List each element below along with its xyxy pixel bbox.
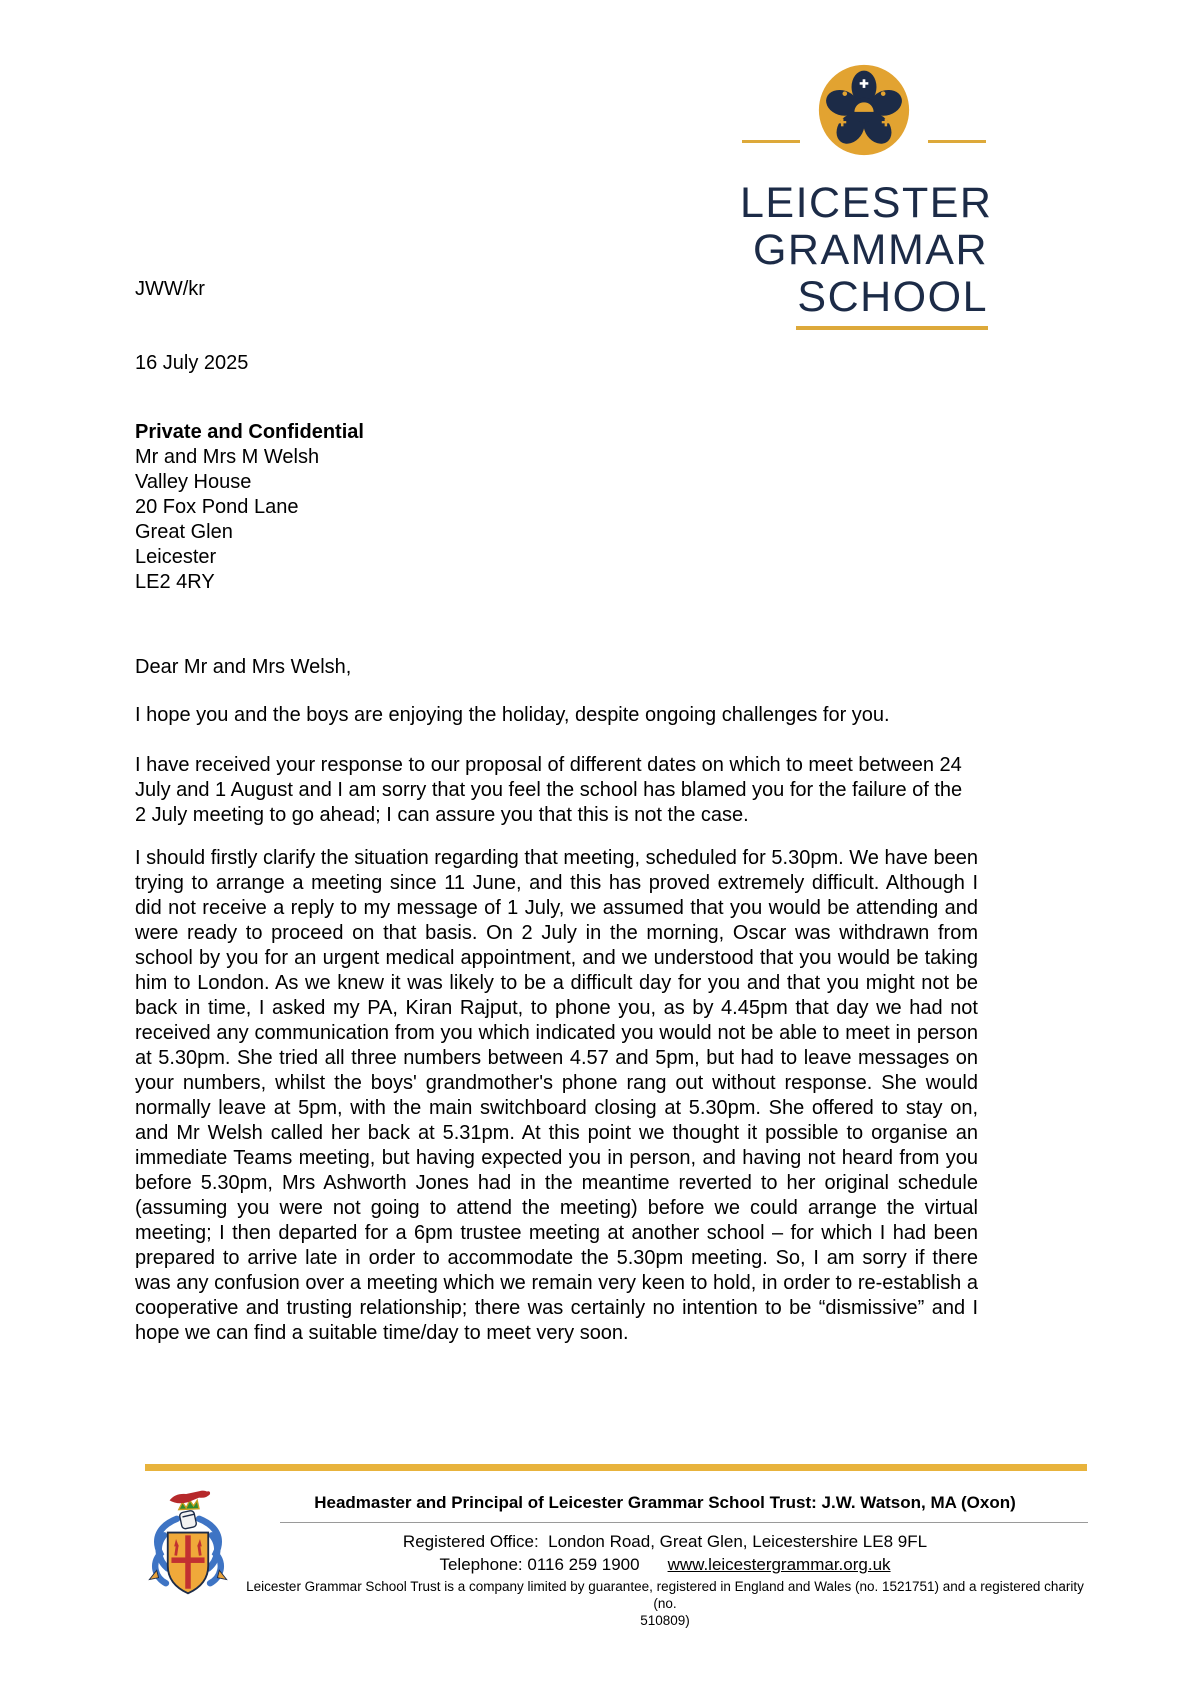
logo-rule-left bbox=[742, 140, 800, 143]
footer-gold-bar bbox=[145, 1464, 1087, 1471]
recipient-street: 20 Fox Pond Lane bbox=[135, 496, 299, 518]
paragraph-2: I have received your response to our proposal of different dates on which to meet between 24 July and 1 August and I am sorry that you feel the school has blamed you for the failure of the 2 July meeting to go ahead; I can assure you that this is not the case. bbox=[135, 754, 963, 826]
school-crest-icon bbox=[142, 1482, 234, 1620]
confidential-label: Private and Confidential bbox=[135, 421, 364, 443]
paragraph-1: I hope you and the boys are enjoying the holiday, despite ongoing challenges for you. bbox=[135, 704, 890, 726]
letter-date: 16 July 2025 bbox=[135, 352, 249, 374]
salutation: Dear Mr and Mrs Welsh, bbox=[135, 656, 352, 678]
registered-office-line: Registered Office: London Road, Great Glen, Leicestershire LE8 9FL bbox=[402, 1532, 928, 1551]
logo-underline bbox=[796, 326, 988, 330]
cinquefoil-emblem-icon bbox=[816, 62, 912, 158]
reference-code: JWW/kr bbox=[135, 278, 205, 300]
logo-word-leicester: LEICESTER bbox=[740, 179, 993, 227]
recipient-name: Mr and Mrs M Welsh bbox=[135, 446, 320, 468]
headmaster-line: Headmaster and Principal of Leicester Grammar School Trust: J.W. Watson, MA (Oxon) bbox=[314, 1493, 1016, 1512]
school-logo bbox=[740, 62, 993, 330]
recipient-postcode: LE2 4RY bbox=[135, 571, 215, 593]
footer-divider bbox=[280, 1522, 1088, 1523]
logo-word-grammar: GRAMMAR bbox=[752, 226, 988, 274]
recipient-city: Leicester bbox=[135, 546, 217, 568]
paragraph-3: I should firstly clarify the situation regarding that meeting, scheduled for 5.30pm. We have been trying to arrange a meeting since 11 June, and this has proved extremely difficult. Although I did not receive a reply to my message of 1 July, we assumed that you would be attending and were ready to proceed on that basis. On 2 July in the morning, Oscar was withdrawn from school by you for an urgent medical appointment, and we understood that you would be taking him to London. As we knew it was likely to be a difficult day for you and that you might not be back in time, I asked my PA, Kiran Rajput, to phone you, as by 4.45pm that day we had not received any communication from you which indicated you would not be able to meet in person at 5.30pm. She tried all three numbers between 4.57 and 5pm, but had to leave messages on your numbers, whilst the boys' grandmother's phone rang out without response. She would normally leave at 5pm, with the main switchboard closing at 5.30pm. She offered to stay on, and Mr Welsh called her back at 5.31pm. At this point we thought it possible to organise an immediate Teams meeting, but having expected you in person, and having not heard from you before 5.30pm, Mrs Ashworth Jones had in the meantime reverted to her original schedule (assuming you were not going to attend the meeting) before we could arrange the virtual meeting; I then departed for a 6pm trustee meeting at another school – for which I had been prepared to arrive late in order to accommodate the 5.30pm meeting. So, I am sorry if there was any confusion over a meeting which we remain very keen to hold, in order to re-establish a cooperative and trusting relationship; there was certainly no intention to be “dismissive” and I hope we can find a suitable time/day to meet very soon. bbox=[135, 847, 978, 1344]
website-link[interactable]: www.leicestergrammar.org.uk bbox=[667, 1555, 891, 1574]
logo-rule-right bbox=[928, 140, 986, 143]
logo-word-school: SCHOOL bbox=[797, 273, 988, 321]
recipient-house: Valley House bbox=[135, 471, 252, 493]
contact-line bbox=[240, 1555, 1090, 1575]
recipient-address bbox=[135, 420, 364, 595]
company-registration-text-1: Leicester Grammar School Trust is a company limited by guarantee, registered in England and Wales (no. 1521751) and a registered charity (no. bbox=[246, 1579, 1084, 1611]
company-registration-text-2: 510809) bbox=[640, 1613, 690, 1628]
recipient-village: Great Glen bbox=[135, 521, 233, 543]
telephone-number: Telephone: 0116 259 1900 bbox=[439, 1555, 640, 1574]
company-registration-line bbox=[240, 1578, 1090, 1629]
